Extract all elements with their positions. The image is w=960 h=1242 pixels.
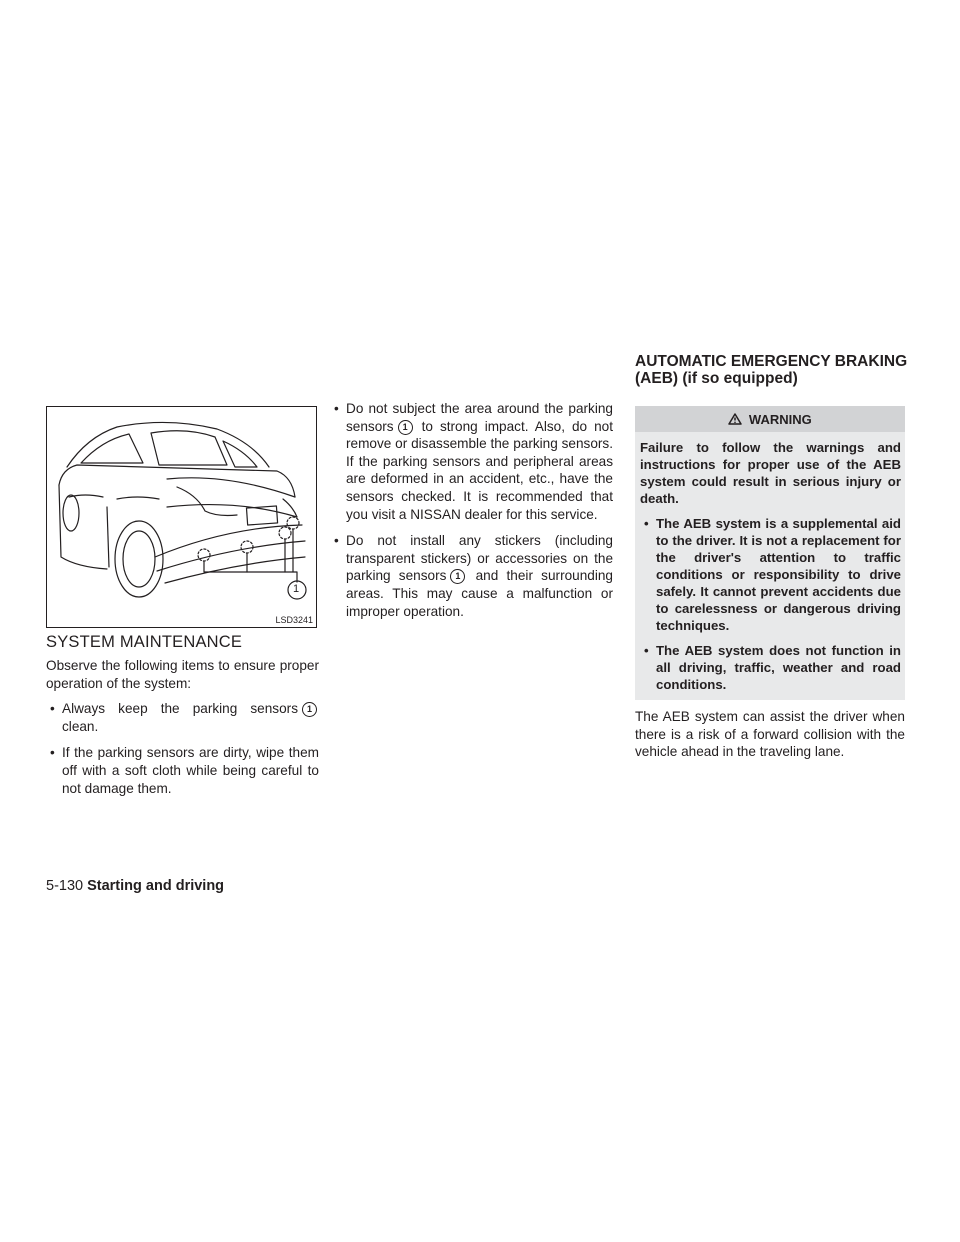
car-illustration [47, 407, 317, 628]
maintenance-list [46, 700, 319, 797]
section-title: SYSTEM MAINTENANCE [46, 633, 243, 651]
list-item-text: clean. [62, 718, 99, 734]
list-item [640, 642, 901, 693]
warning-label: WARNING [748, 412, 812, 427]
list-item-text: The AEB system is a supplemental aid to the driver. It is not a replacement for the driver's attention to traffic conditions or responsibility to drive safely. It cannot prevent accidents due to carelessness or dangerous driving techniques. [656, 516, 901, 633]
car-rear-sensor-figure [46, 406, 317, 628]
aeb-heading-line-2: (AEB) (if so equipped) [635, 370, 798, 387]
list-item-text: The AEB system does not function in all driving, traffic, weather and road conditions. [656, 643, 901, 692]
warning-intro: Failure to follow the warnings and instructions for proper use of the AEB system could result in serious injury or death. [640, 440, 901, 506]
list-item [330, 400, 613, 523]
list-item-text: If the parking sensors are dirty, wipe them off with a soft cloth while being careful to not damage them. [62, 745, 319, 796]
warning-box [635, 406, 905, 700]
list-item [46, 700, 319, 735]
column-2 [330, 400, 613, 629]
aeb-heading [635, 353, 907, 387]
list-item-text: Do not subject the area around the parking sensors [346, 401, 613, 434]
column-3 [635, 406, 905, 761]
aeb-paragraph: The AEB system can assist the driver when there is a risk of a forward collision with the vehicle ahead in the traveling lane. [635, 709, 905, 760]
figure-callout-label: 1 [293, 583, 300, 595]
list-item [330, 532, 613, 620]
list-item-text: Do not install any stickers (including transparent stickers) or accessories on the parking sensors [346, 533, 613, 584]
list-item [46, 744, 319, 797]
warning-body [635, 432, 905, 700]
warning-triangle-icon [728, 412, 749, 427]
figure-code: LSD3241 [275, 615, 313, 625]
warning-header [635, 406, 905, 432]
intro-paragraph: Observe the following items to ensure proper operation of the system: [46, 658, 319, 691]
aeb-heading-line-1: AUTOMATIC EMERGENCY BRAKING [635, 353, 908, 370]
page-number: 5-130 [46, 878, 84, 894]
list-item-text: and their surrounding areas. This may cause a malfunction or improper operation. [346, 568, 613, 619]
callout-1-icon: 1 [450, 569, 465, 584]
maintenance-list-continued [330, 400, 613, 620]
column-1 [46, 657, 319, 806]
list-item [640, 515, 901, 634]
list-item-text: to strong impact. Also, do not remove or disassemble the parking sensors. If the parking sensors and peripheral areas are deformed in an accident, etc., have the sensors checked. It is recommended that you visit a NISSAN dealer for this service. [346, 418, 613, 522]
callout-1-icon: 1 [398, 420, 413, 435]
footer-section-name: Starting and driving [87, 878, 225, 894]
warning-list [640, 515, 901, 693]
list-item-text: Always keep the parking sensors [62, 701, 298, 717]
page-footer [46, 878, 224, 894]
callout-1-icon: 1 [302, 702, 317, 717]
